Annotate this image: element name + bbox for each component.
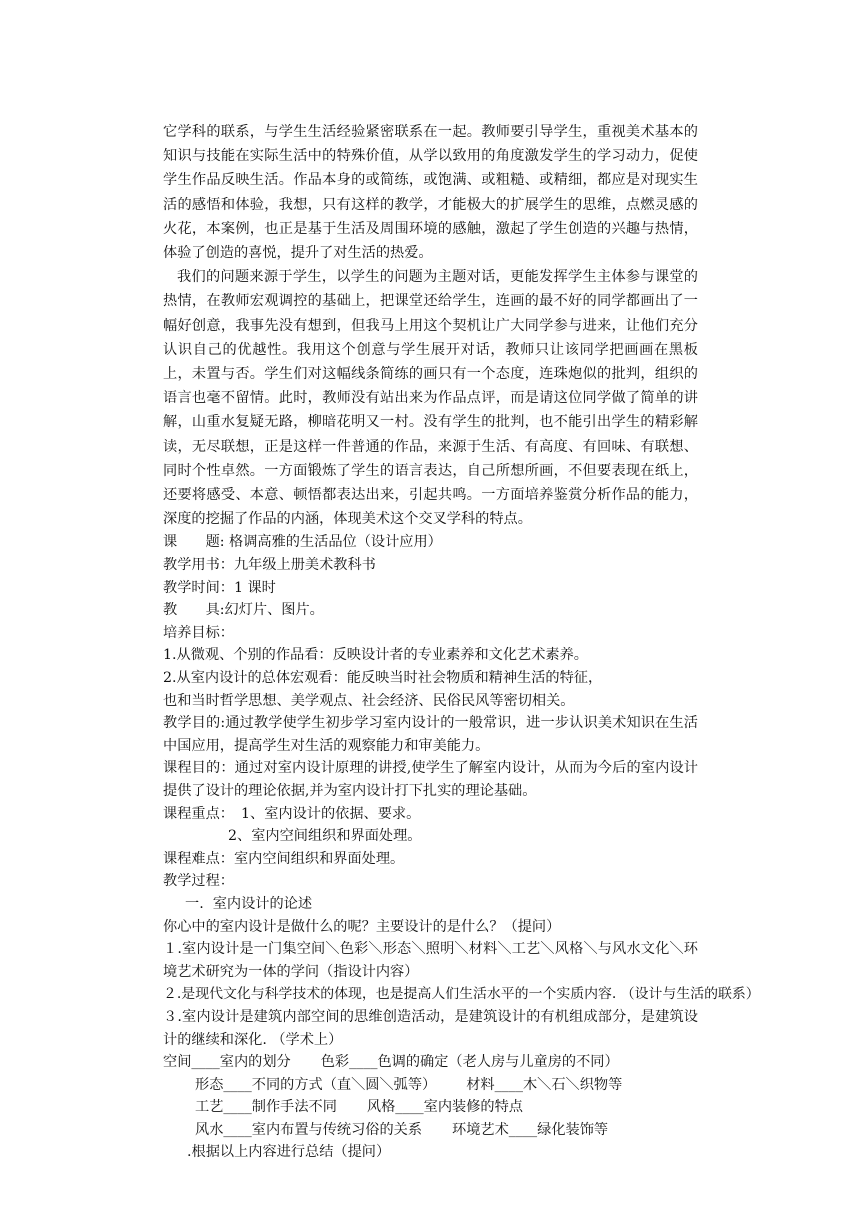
- course-aim: 课程目的：通过对室内设计原理的讲授,使学生了解室内设计，从而为今后的室内设计提供了设计的理论依据,并为室内设计打下扎实的理论基础。: [163, 760, 698, 799]
- category-row-1: [163, 1051, 698, 1074]
- category-style: 风格____室内装修的特点: [366, 1099, 523, 1116]
- question-1: 你心中的室内设计是做什么的呢？主要设计的是什么？（提问）: [163, 918, 561, 935]
- category-color: 色彩____色调的确定（老人房与儿童房的不同）: [320, 1054, 619, 1071]
- category-material: 材料____木＼石＼织物等: [466, 1076, 623, 1093]
- category-fengshui: 风水____室内布置与传统习俗的关系: [195, 1121, 423, 1138]
- answer-3: ３.室内设计是建筑内部空间的思维创造活动，是建筑设计的有机组成部分，是建筑设计的继续和深化. （学术上）: [163, 1008, 698, 1048]
- category-row-3: [163, 1096, 698, 1119]
- key-point-1: 课程重点： 1、室内设计的依据、要求。: [163, 805, 421, 822]
- answer-1: １.室内设计是一门集空间＼色彩＼形态＼照明＼材料＼工艺＼风格＼与风水文化＼环境艺术研究为一体的学问（指设计内容）: [163, 941, 698, 980]
- category-row-2: [163, 1074, 698, 1097]
- category-environment: 环境艺术____绿化装饰等: [452, 1121, 609, 1138]
- paragraph-1: 它学科的联系，与学生生活经验紧密联系在一起。教师要引导学生，重视美术基本的知识与技能在实际生活中的特殊价值，从学以致用的角度激发学生的学习动力，促使学生作品反映生活。作品本身的或简练，或饱满、或粗糙、或精细，都应是对现实生活的感悟和体验，我想，只有这样的教学，才能极大的扩展学生的思维，点燃灵感的火花，本案例，也正是基于生活及周围环境的感触，激起了学生创造的兴趣与热情，体验了创造的喜悦，提升了对生活的热爱。: [163, 124, 698, 262]
- lesson-tools: 教 具:幻灯片、图片。: [163, 602, 324, 619]
- summary-prompt: .根据以上内容进行总结（提问）: [187, 1144, 391, 1161]
- teaching-aim: 教学目的:通过教学使学生初步学习室内设计的一般常识，进一步认识美术知识在生活中国应用，提高学生对生活的观察能力和审美能力。: [163, 715, 698, 754]
- category-space: 空间____室内的划分: [163, 1054, 291, 1071]
- goal-2-continued: 也和当时哲学思想、美学观点、社会经济、民俗民风等密切相关。: [163, 692, 575, 709]
- document-page: [163, 120, 760, 1164]
- goal-2: 2.从室内设计的总体宏观看：能反映当时社会物质和精神生活的特征，: [163, 670, 603, 687]
- paragraph-2: 我们的问题来源于学生，以学生的问题为主题对话，更能发挥学生主体参与课堂的热情，在教师宏观调控的基础上，把课堂还给学生，连画的最不好的同学都画出了一幅好创意，我事先没有想到，但我马上用这个契机让广大同学参与进来，让他们充分认识自己的优越性。我用这个创意与学生展开对话，教师只让该同学把画画在黑板上，未置与否。学生们对这幅线条简练的画只有一个态度，连珠炮似的批判，组织的语言也毫不留情。此时，教师没有站出来为作品点评，而是请这位同学做了简单的讲解，山重水复疑无路，柳暗花明又一村。没有学生的批判，也不能引出学生的精彩解读，无尽联想，正是这样一件普通的作品，来源于生活、有高度、有回味、有联想、同时个性卓然。一方面锻炼了学生的语言表达，自己所想所画，不但要表现在纸上，还要将感受、本意、顿悟都表达出来，引起共鸣。一方面培养鉴赏分析作品的能力，深度的挖掘了作品的内涵，体现美术这个交叉学科的特点。: [163, 269, 698, 528]
- goal-1: 1.从微观、个别的作品看：反映设计者的专业素养和文化艺术素养。: [163, 647, 588, 664]
- lesson-book: 教学用书：九年级上册美术教科书: [163, 557, 376, 574]
- category-form: 形态____不同的方式（直＼圆＼弧等）: [195, 1076, 437, 1093]
- difficulty: 课程难点：室内空间组织和界面处理。: [163, 850, 405, 867]
- section-1-heading: 一. 室内设计的论述: [185, 895, 313, 912]
- category-craft: 工艺____制作手法不同: [195, 1099, 337, 1116]
- lesson-time: 教学时间：1 课时: [163, 579, 276, 596]
- category-row-4: [163, 1119, 698, 1142]
- key-point-2: 2、室内空间组织和界面处理。: [228, 828, 422, 845]
- process-title: 教学过程：: [163, 873, 234, 890]
- lesson-topic: 课 题: 格调高雅的生活品位（设计应用）: [163, 534, 442, 551]
- answer-2: ２.是现代文化与科学技术的体现，也是提高人们生活水平的一个实质内容. （设计与生活的联系）: [163, 986, 760, 1003]
- goals-title: 培养目标：: [163, 624, 234, 641]
